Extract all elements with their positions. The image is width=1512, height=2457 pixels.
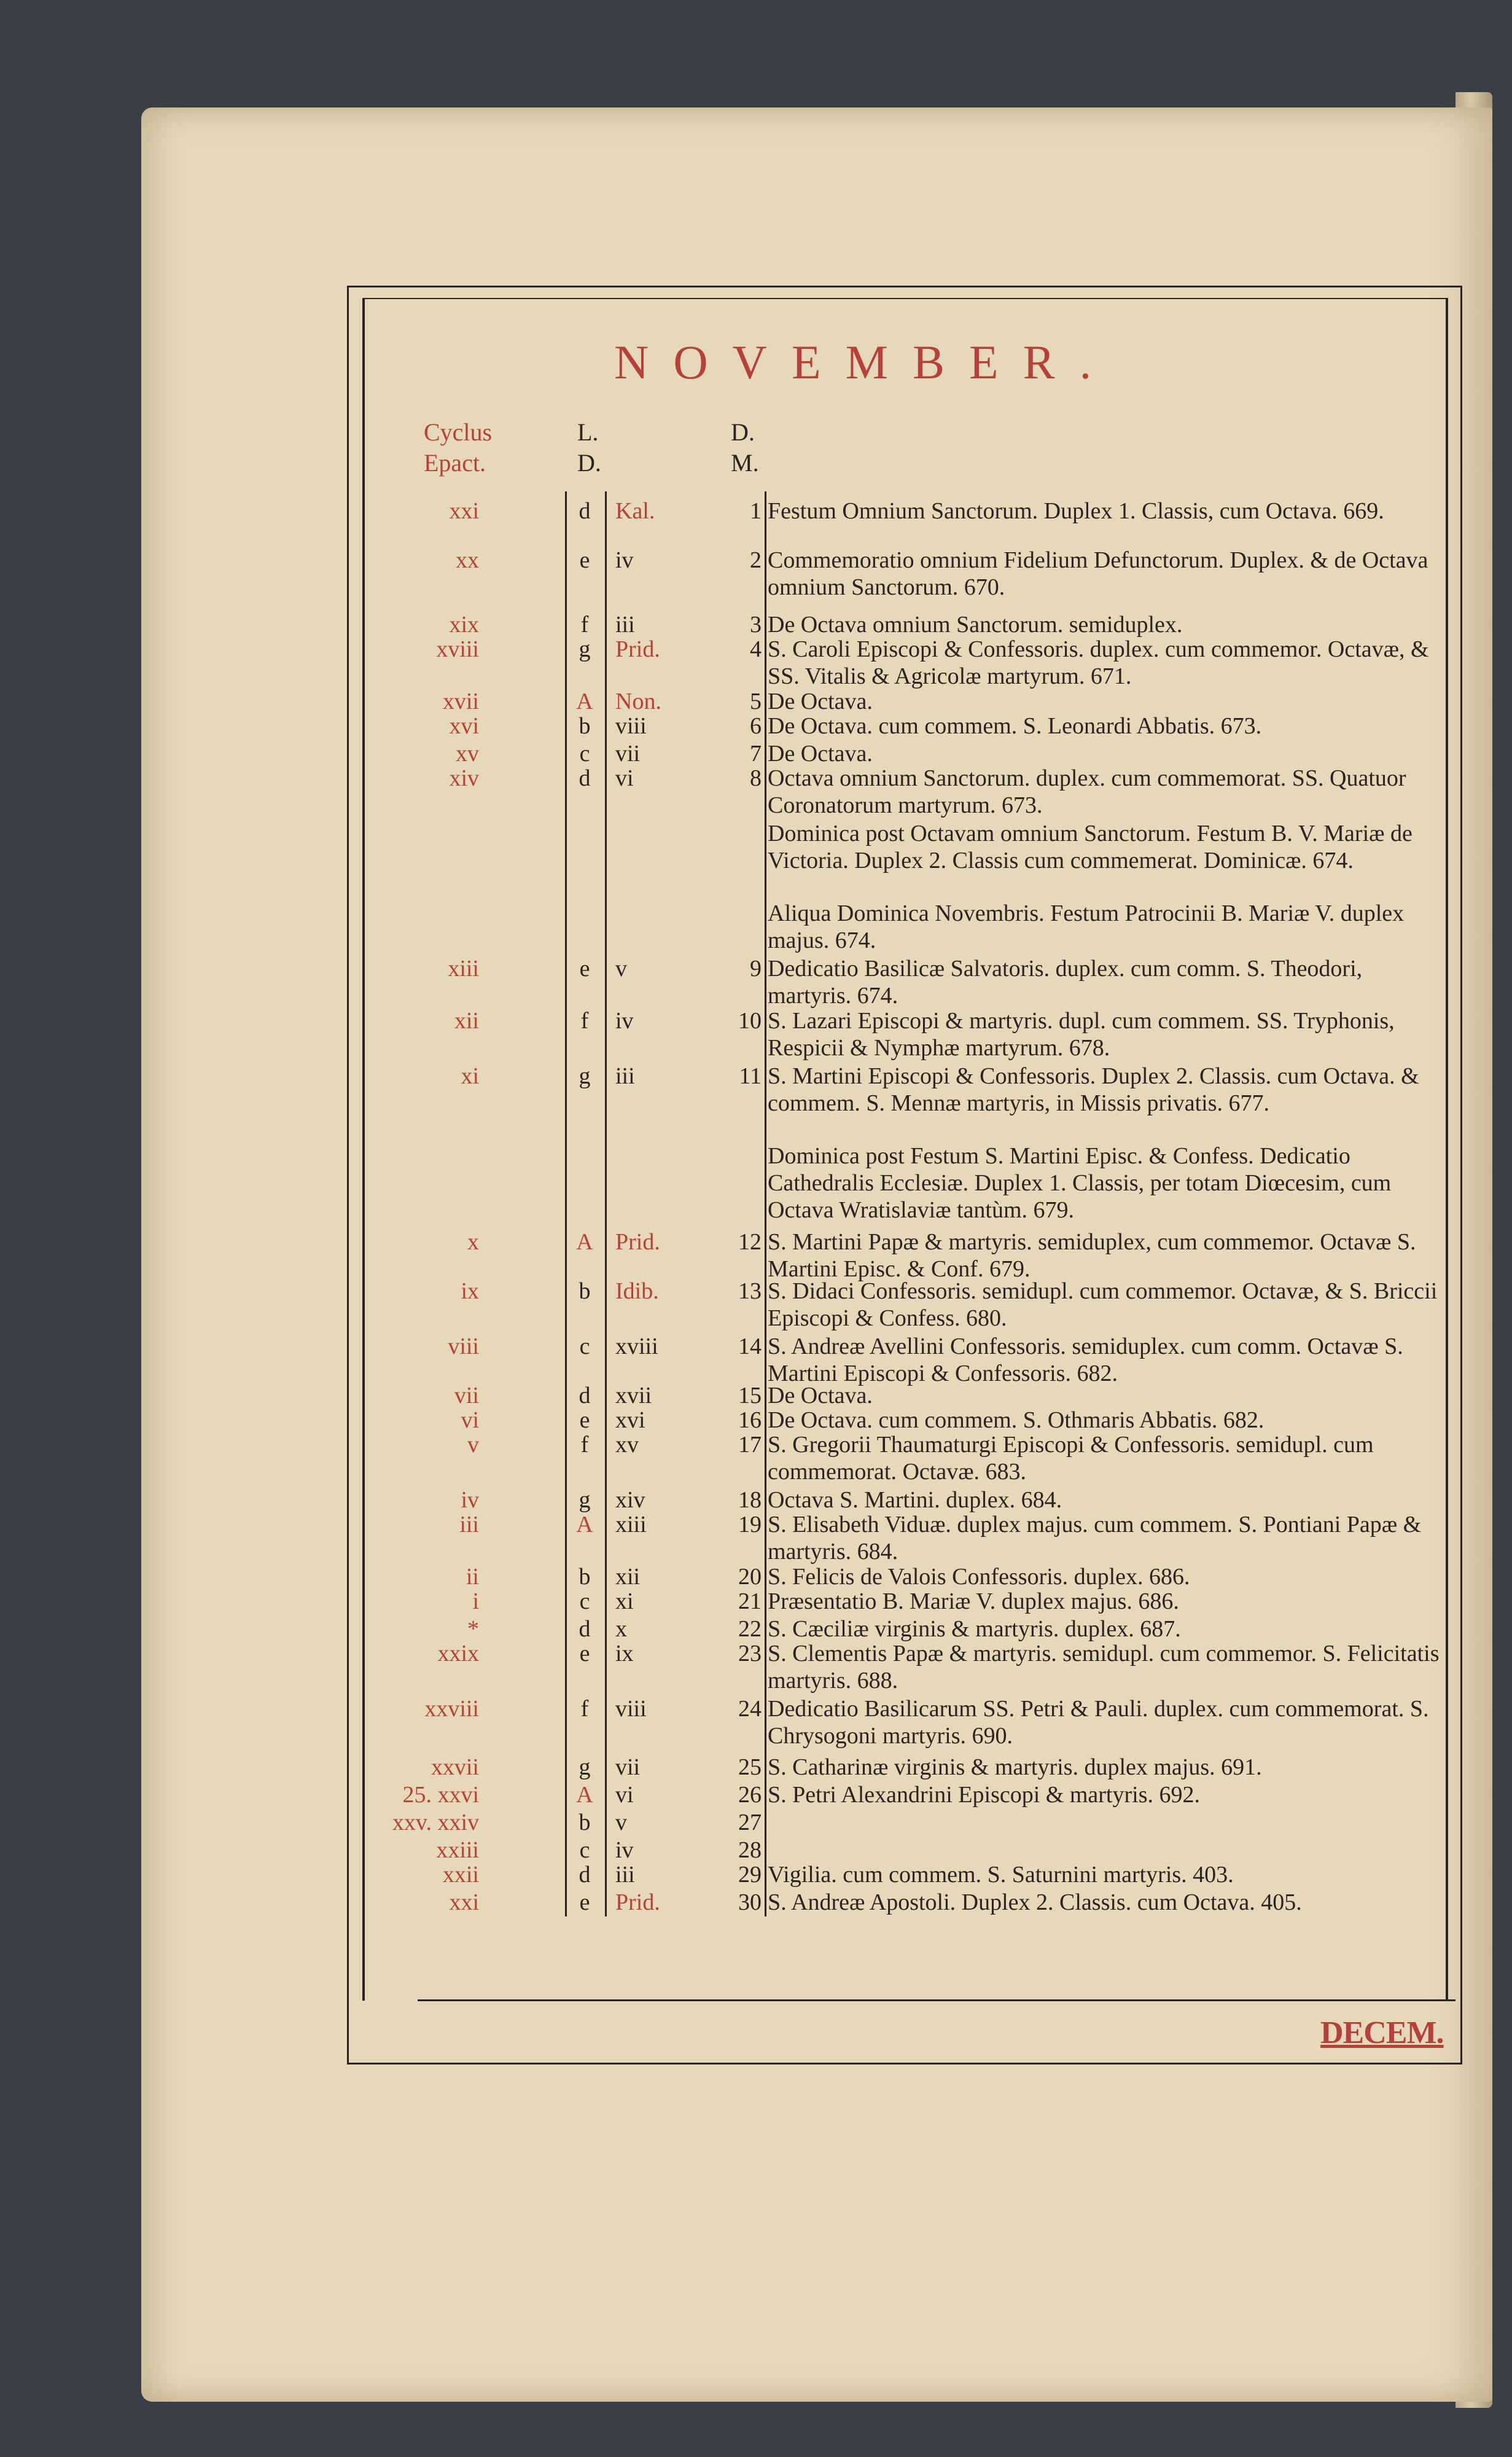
- dominical-letter: g: [579, 636, 591, 662]
- feast-entry: De Octava. cum commem. S. Othmaris Abbatis. 682.: [768, 1407, 1265, 1433]
- cycle-epact: *: [467, 1616, 479, 1642]
- header-cyclus: Cyclus: [424, 418, 493, 446]
- roman-date: iv: [615, 1837, 634, 1863]
- roman-date: Prid.: [615, 636, 660, 662]
- roman-date: vi: [615, 765, 634, 791]
- roman-date: x: [615, 1616, 627, 1642]
- frame-bottom-rule: [418, 1999, 1455, 2001]
- dominical-letter: b: [579, 1810, 591, 1835]
- feast-entry: Aliqua Dominica Novembris. Festum Patrocinii B. Mariæ V. duplex majus. 674.: [768, 900, 1405, 953]
- feast-entry: Octava omnium Sanctorum. duplex. cum commemorat. SS. Quatuor Coronatorum martyrum. 673.: [768, 765, 1406, 818]
- roman-date: xii: [615, 1564, 641, 1590]
- feast-entry: De Octava.: [768, 689, 873, 714]
- cycle-epact: 25. xxvi: [402, 1782, 479, 1808]
- dominical-letter: e: [579, 547, 590, 573]
- dominical-letter: c: [579, 1334, 590, 1359]
- dominical-letter: b: [579, 713, 591, 739]
- cycle-epact: xii: [454, 1008, 479, 1034]
- cycle-epact: xv: [456, 741, 479, 767]
- day-of-month: 26: [738, 1782, 762, 1808]
- column-rule-1: [565, 491, 567, 1916]
- roman-date: xi: [615, 1588, 634, 1614]
- feast-entry: Festum Omnium Sanctorum. Duplex 1. Classis, cum Octava. 669.: [768, 498, 1384, 524]
- dominical-letter: e: [579, 1889, 590, 1915]
- day-of-month: 29: [738, 1862, 762, 1888]
- day-of-month: 13: [738, 1278, 762, 1304]
- feast-entry: S. Caroli Episcopi & Confessoris. duplex. cum commemor. Octavæ, & SS. Vitalis & Agricolæ martyrum. 671.: [768, 636, 1429, 689]
- dominical-letter: c: [579, 1837, 590, 1863]
- cycle-epact: x: [467, 1229, 479, 1255]
- cycle-epact: xiv: [449, 765, 479, 791]
- day-of-month: 22: [738, 1616, 762, 1642]
- day-of-month: 25: [738, 1754, 762, 1780]
- column-rule-3: [765, 491, 766, 1916]
- page-title: NOVEMBER.: [614, 335, 1116, 389]
- feast-entry: De Octava. cum commem. S. Leonardi Abbatis. 673.: [768, 713, 1262, 739]
- day-of-month: 12: [738, 1229, 762, 1255]
- dominical-letter: c: [579, 1588, 590, 1614]
- dominical-letter: A: [576, 1782, 593, 1808]
- day-of-month: 17: [738, 1432, 762, 1458]
- cycle-epact: iv: [461, 1487, 479, 1513]
- cycle-epact: xxix: [437, 1641, 479, 1666]
- cycle-epact: xvii: [442, 689, 479, 714]
- roman-date: Prid.: [615, 1889, 660, 1915]
- cycle-epact: xx: [456, 547, 479, 573]
- day-of-month: 11: [739, 1063, 762, 1089]
- cycle-epact: xvi: [449, 713, 479, 739]
- dominical-letter: f: [580, 1696, 589, 1722]
- feast-entry: Commemoratio omnium Fidelium Defunctorum. Duplex. & de Octava omnium Sanctorum. 670.: [768, 547, 1428, 600]
- feast-entry: S. Andreæ Avellini Confessoris. semiduplex. cum comm. Octavæ S. Martini Episcopi & Confessoris. 682.: [768, 1334, 1403, 1386]
- day-of-month: 1: [750, 498, 762, 524]
- header-d-letter: D.: [577, 449, 601, 477]
- dominical-letter: d: [579, 1383, 591, 1408]
- feast-entry: De Octava.: [768, 741, 873, 767]
- dominical-letter: g: [579, 1063, 591, 1089]
- day-of-month: 6: [750, 713, 762, 739]
- roman-date: xv: [615, 1432, 639, 1458]
- day-of-month: 19: [738, 1512, 762, 1537]
- dominical-letter: A: [576, 1229, 593, 1255]
- day-of-month: 10: [738, 1008, 762, 1034]
- feast-entry: Octava S. Martini. duplex. 684.: [768, 1487, 1062, 1513]
- dominical-letter: d: [579, 1862, 591, 1888]
- cycle-epact: vi: [461, 1407, 479, 1433]
- header-epact: Epact.: [424, 449, 486, 477]
- dominical-letter: d: [579, 498, 591, 524]
- dominical-letter: e: [579, 1407, 590, 1433]
- roman-date: Idib.: [615, 1278, 659, 1304]
- cycle-epact: xxv. xxiv: [392, 1810, 479, 1835]
- roman-date: xviii: [615, 1334, 658, 1359]
- cycle-epact: viii: [448, 1334, 479, 1359]
- dominical-letter: g: [579, 1487, 591, 1513]
- day-of-month: 9: [750, 956, 762, 982]
- cycle-epact: xviii: [436, 636, 479, 662]
- roman-date: xiii: [615, 1512, 647, 1537]
- day-of-month: 24: [738, 1696, 762, 1722]
- dominical-letter: e: [579, 956, 590, 982]
- roman-date: vi: [615, 1782, 634, 1808]
- roman-date: viii: [615, 713, 647, 739]
- roman-date: Kal.: [615, 498, 655, 524]
- feast-entry: S. Cæciliæ virginis & martyris. duplex. 687.: [768, 1616, 1181, 1642]
- feast-entry: S. Gregorii Thaumaturgi Episcopi & Confessoris. semidupl. cum commemorat. Octavæ. 683.: [768, 1432, 1374, 1485]
- roman-date: Non.: [615, 689, 661, 714]
- feast-entry: De Octava omnium Sanctorum. semiduplex.: [768, 612, 1183, 638]
- cycle-epact: ii: [466, 1564, 479, 1590]
- day-of-month: 7: [750, 741, 762, 767]
- feast-entry: S. Didaci Confessoris. semidupl. cum commemor. Octavæ, & S. Briccii Episcopi & Confess. 680.: [768, 1278, 1438, 1331]
- feast-entry: Dominica post Octavam omnium Sanctorum. Festum B. V. Mariæ de Victoria. Duplex 2. Classis cum commemerat. Dominicæ. 674.: [768, 821, 1413, 873]
- roman-date: iii: [615, 1063, 635, 1089]
- cycle-epact: xxiii: [436, 1837, 479, 1863]
- cycle-epact: ix: [461, 1278, 479, 1304]
- feast-entry: S. Clementis Papæ & martyris. semidupl. cum commemor. S. Felicitatis martyris. 688.: [768, 1641, 1440, 1693]
- header-m: M.: [731, 449, 759, 477]
- roman-date: xiv: [615, 1487, 645, 1513]
- cycle-epact: vii: [454, 1383, 479, 1408]
- dominical-letter: f: [580, 612, 589, 638]
- day-of-month: 16: [738, 1407, 762, 1433]
- feast-entry: De Octava.: [768, 1383, 873, 1408]
- day-of-month: 4: [750, 636, 762, 662]
- feast-entry: S. Martini Episcopi & Confessoris. Duplex 2. Classis. cum Octava. & commem. S. Mennæ martyris, in Missis privatis. 677.: [768, 1063, 1419, 1116]
- cycle-epact: xxviii: [424, 1696, 479, 1722]
- dominical-letter: b: [579, 1278, 591, 1304]
- feast-entry: S. Elisabeth Viduæ. duplex majus. cum commem. S. Pontiani Papæ & martyris. 684.: [768, 1512, 1422, 1564]
- day-of-month: 2: [750, 547, 762, 573]
- feast-entry: S. Andreæ Apostoli. Duplex 2. Classis. cum Octava. 405.: [768, 1889, 1302, 1915]
- dominical-letter: e: [579, 1641, 590, 1666]
- dominical-letter: g: [579, 1754, 591, 1780]
- catchword: DECEM.: [1320, 2015, 1444, 2050]
- feast-entry: Dedicatio Basilicarum SS. Petri & Pauli. duplex. cum commemorat. S. Chrysogoni martyris. 690.: [768, 1696, 1429, 1749]
- cycle-epact: xxvii: [431, 1754, 479, 1780]
- roman-date: xvi: [615, 1407, 645, 1433]
- roman-date: vii: [615, 1754, 641, 1780]
- feast-entry: S. Lazari Episcopi & martyris. dupl. cum commem. SS. Tryphonis, Respicii & Nymphæ martyrum. 678.: [768, 1008, 1395, 1061]
- dominical-letter: d: [579, 1616, 591, 1642]
- day-of-month: 27: [738, 1810, 762, 1835]
- header-l: L.: [577, 418, 599, 446]
- feast-entry: Vigilia. cum commem. S. Saturnini martyris. 403.: [768, 1862, 1234, 1888]
- day-of-month: 30: [738, 1889, 762, 1915]
- day-of-month: 5: [750, 689, 762, 714]
- roman-date: Prid.: [615, 1229, 660, 1255]
- cycle-epact: xi: [461, 1063, 479, 1089]
- feast-entry: S. Martini Papæ & martyris. semiduplex, cum commemor. Octavæ S. Martini Episc. & Conf. 679.: [768, 1229, 1416, 1282]
- feast-entry: Dedicatio Basilicæ Salvatoris. duplex. cum comm. S. Theodori, martyris. 674.: [768, 956, 1363, 1009]
- roman-date: v: [615, 956, 627, 982]
- column-rule-2: [605, 491, 607, 1916]
- roman-date: iii: [615, 612, 635, 638]
- cycle-epact: v: [467, 1432, 479, 1458]
- cycle-epact: xxi: [449, 1889, 479, 1915]
- roman-date: xvii: [615, 1383, 652, 1408]
- roman-date: v: [615, 1810, 627, 1835]
- dominical-letter: A: [576, 689, 593, 714]
- roman-date: ix: [615, 1641, 634, 1666]
- day-of-month: 3: [750, 612, 762, 638]
- day-of-month: 14: [738, 1334, 762, 1359]
- roman-date: iv: [615, 547, 634, 573]
- dominical-letter: f: [580, 1008, 589, 1034]
- cycle-epact: xxii: [442, 1862, 479, 1888]
- dominical-letter: f: [580, 1432, 589, 1458]
- cycle-epact: xxi: [449, 498, 479, 524]
- cycle-epact: i: [472, 1588, 479, 1614]
- day-of-month: 21: [738, 1588, 762, 1614]
- dominical-letter: c: [579, 741, 590, 767]
- roman-date: iv: [615, 1008, 634, 1034]
- day-of-month: 23: [738, 1641, 762, 1666]
- roman-date: viii: [615, 1696, 647, 1722]
- day-of-month: 18: [738, 1487, 762, 1513]
- dominical-letter: A: [576, 1512, 593, 1537]
- cycle-epact: xix: [449, 612, 479, 638]
- feast-entry: S. Felicis de Valois Confessoris. duplex. 686.: [768, 1564, 1190, 1590]
- day-of-month: 20: [738, 1564, 762, 1590]
- roman-date: vii: [615, 741, 641, 767]
- feast-entry: S. Catharinæ virginis & martyris. duplex majus. 691.: [768, 1754, 1262, 1780]
- dominical-letter: b: [579, 1564, 591, 1590]
- day-of-month: 28: [738, 1837, 762, 1863]
- cycle-epact: xiii: [448, 956, 479, 982]
- header-d: D.: [731, 418, 755, 446]
- day-of-month: 15: [738, 1383, 762, 1408]
- feast-entry: S. Petri Alexandrini Episcopi & martyris. 692.: [768, 1782, 1200, 1808]
- day-of-month: 8: [750, 765, 762, 791]
- dominical-letter: d: [579, 765, 591, 791]
- cycle-epact: iii: [459, 1512, 479, 1537]
- roman-date: iii: [615, 1862, 635, 1888]
- feast-entry: Dominica post Festum S. Martini Episc. & Confess. Dedicatio Cathedralis Ecclesiæ. Duplex 1. Classis, per totam Diœcesim, cum Octava Wratislaviæ tantùm. 679.: [768, 1143, 1392, 1223]
- feast-entry: Præsentatio B. Mariæ V. duplex majus. 686.: [768, 1588, 1179, 1614]
